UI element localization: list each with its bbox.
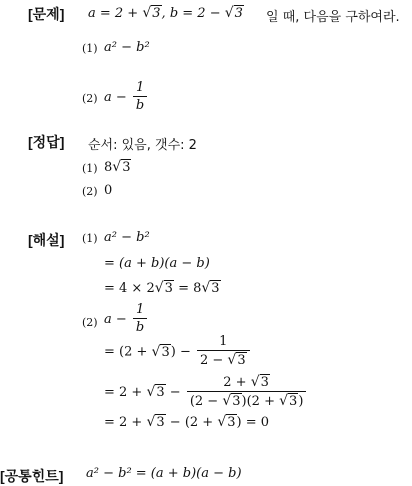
sqrt: √3	[151, 343, 170, 360]
sqrt: √3	[154, 280, 173, 296]
sqrt: √3	[217, 414, 236, 430]
problem-label: [문제]	[28, 6, 65, 22]
solution-part-1-number: (1)	[82, 232, 98, 245]
sqrt: √3	[224, 5, 243, 21]
problem-item-1: a² − b²	[104, 40, 150, 55]
solution-part-2-number: (2)	[82, 316, 98, 329]
solution-part-1-head: a² − b²	[104, 230, 150, 245]
fraction: $\frac{1}{b}$	[133, 302, 147, 337]
sqrt: √3	[279, 393, 298, 409]
answer-label: [정답]	[28, 134, 65, 150]
answer-1: 8√3	[104, 159, 131, 175]
answer-1-number: (1)	[82, 162, 98, 175]
hint-label: [공통힌트]	[0, 468, 64, 484]
solution-part-2-step-2: = 2 + √3 − $\frac{2 + √3}{(2 - √3)(2 + √3)}$	[104, 374, 308, 411]
solution-part-2-head: a − $\frac{1}{b}$	[104, 302, 149, 337]
sqrt: √3	[201, 280, 220, 296]
sqrt: √3	[146, 414, 165, 430]
sqrt: √3	[227, 352, 246, 368]
problem-condition: a = 2 + √3, b = 2 − √3	[88, 5, 243, 21]
sqrt: √3	[146, 384, 165, 400]
sqrt: √3	[112, 159, 131, 175]
fraction: $\frac{2 + √3}{(2 - √3)(2 + √3)}$	[187, 374, 307, 411]
answer-2-number: (2)	[82, 185, 98, 198]
problem-item-2-number: (2)	[82, 92, 98, 105]
solution-label: [해설]	[28, 232, 65, 248]
problem-text: 일 때, 다음을 구하여라.	[266, 10, 400, 25]
problem-item-2: a − $\frac{1}{b}$	[104, 80, 149, 115]
solution-part-2-step-1: = (2 + √3) − $\frac{1}{2 - √3}$	[104, 334, 252, 370]
hint-formula: a² − b² = (a + b)(a − b)	[86, 466, 242, 481]
answer-2: 0	[104, 183, 113, 198]
sqrt: √3	[250, 374, 269, 390]
sqrt: √3	[222, 393, 241, 409]
solution-part-1-step-2: = 4 × 2√3 = 8√3	[104, 280, 220, 296]
answer-meta: 순서: 있음, 갯수: 2	[88, 138, 197, 153]
solution-part-1-step-1: = (a + b)(a − b)	[104, 256, 210, 271]
solution-part-2-step-3: = 2 + √3 − (2 + √3) = 0	[104, 414, 270, 430]
fraction: $\frac{1}{b}$	[133, 80, 147, 115]
problem-item-1-number: (1)	[82, 42, 98, 55]
fraction: $\frac{1}{2 - √3}$	[197, 334, 250, 370]
sqrt: √3	[142, 5, 161, 21]
